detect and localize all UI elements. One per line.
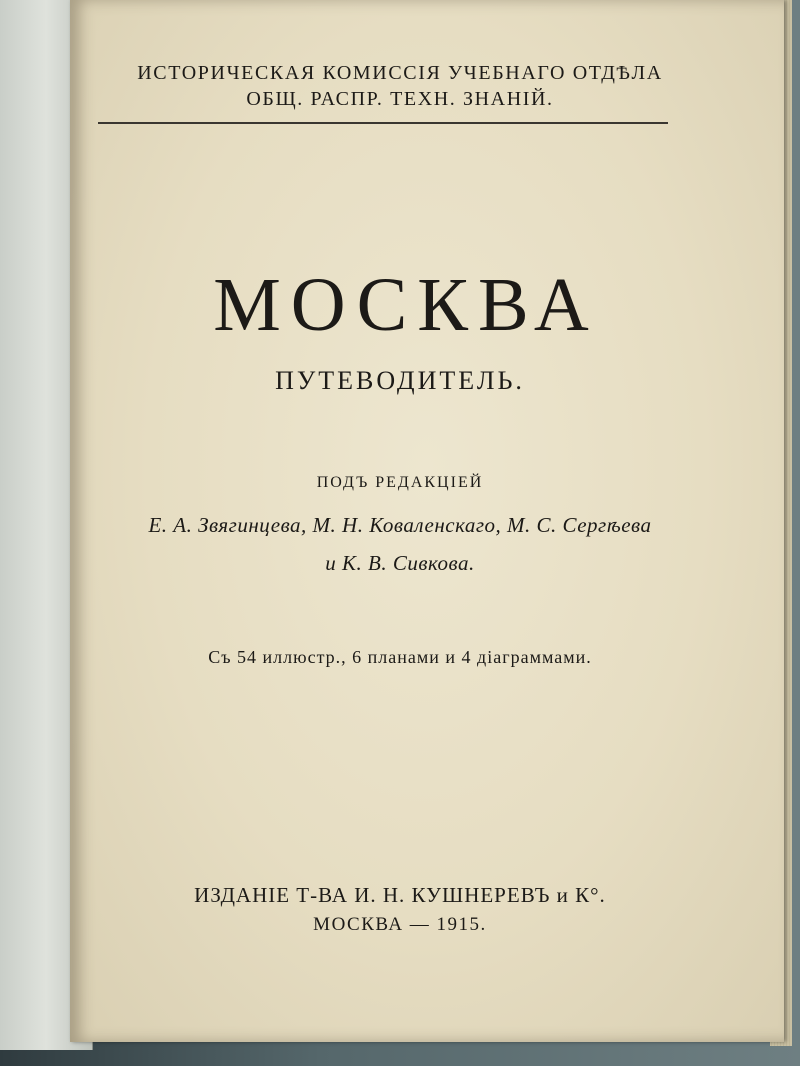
book-subtitle: ПУТЕВОДИТЕЛЬ. [275, 366, 525, 395]
book-title: МОСКВА [213, 263, 599, 347]
editors-line-1: Е. А. Звягинцева, М. Н. Коваленскаго, М. С. Сергѣева [148, 513, 652, 537]
edited-by-label: ПОДЪ РЕДАКЦІЕЙ [316, 474, 484, 491]
header-line-1: ИСТОРИЧЕСКАЯ КОМИССІЯ УЧЕБНАГО ОТДѢЛА [137, 62, 663, 84]
header-rule [98, 122, 668, 124]
editors-line-2: и К. В. Сивкова. [325, 551, 475, 575]
header-line-2: ОБЩ. РАСПР. ТЕХН. ЗНАНІЙ. [246, 88, 554, 110]
place-year-line: МОСКВА — 1915. [313, 914, 487, 935]
illustrations-note: Съ 54 иллюстр., 6 планами и 4 діаграммами. [208, 647, 592, 667]
publisher-line: ИЗДАНІЕ Т-ВА И. Н. КУШНЕРЕВЪ и К°. [194, 883, 606, 907]
